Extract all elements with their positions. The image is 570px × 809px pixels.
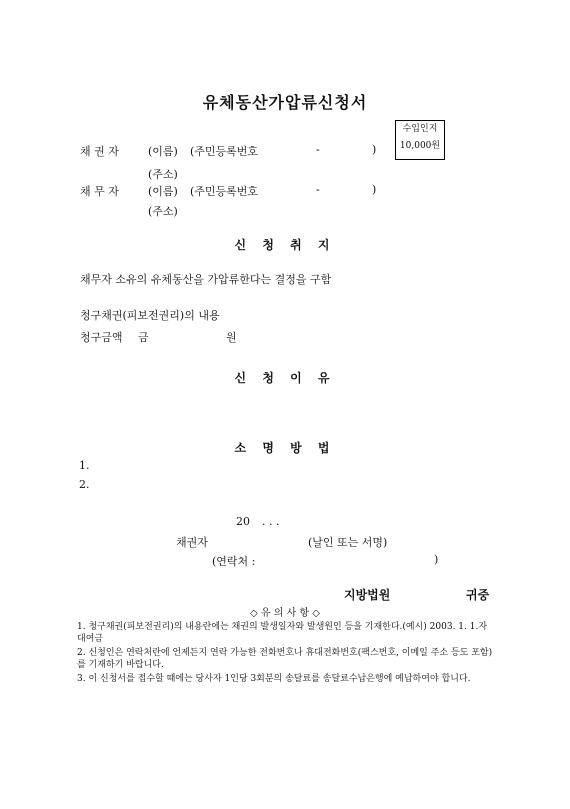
debtor-id-dash: - [316,183,320,196]
contact-close: ) [434,553,439,566]
creditor-address-field[interactable]: (주소) [148,168,178,181]
reason-heading: 신 청 이 유 [234,371,336,385]
creditor-id-field[interactable]: (주민등록번호 [190,145,259,158]
proof-heading: 소 명 방 법 [234,441,336,455]
creditor-id-dash: - [316,143,320,156]
signature-seal: (날인 또는 서명) [308,536,388,549]
purpose-text: 채무자 소유의 유체동산을 가압류한다는 결정을 구함 [80,273,332,286]
claim-content-label: 청구채권(피보전권리)의 내용 [80,309,220,322]
revenue-stamp-box [395,120,445,160]
document-title: 유체동산가압류신청서 [202,93,368,112]
proof-item-2: 2. [79,478,90,491]
court-name: 지방법원 [344,588,391,602]
creditor-id-close: ) [372,143,377,156]
stamp-amount: 10,000원 [399,141,441,151]
note-item-3: 3. 이 신청서를 접수할 때에는 당사자 1인당 3회분의 송달료를 송달료수납은행에 예납하여야 합니다. [77,674,471,684]
notes-heading: ◇ 유 의 사 항 ◇ [250,608,320,619]
proof-item-1: 1. [79,459,90,472]
debtor-label: 채 무 자 [80,185,119,198]
claim-amount-label: 청구금액 [80,331,123,344]
debtor-name-field[interactable]: (이름) [148,185,178,198]
debtor-id-field[interactable]: (주민등록번호 [190,185,259,198]
date-dots: . . . [262,515,280,528]
debtor-address-field[interactable]: (주소) [148,205,178,218]
creditor-name-field[interactable]: (이름) [148,145,178,158]
debtor-id-close: ) [372,183,377,196]
creditor-label: 채 권 자 [80,145,119,158]
contact-label: (연락처 : [212,555,256,568]
date-year: 20 [236,515,250,528]
note-item-1: 1. 청구채권(피보전권리)의 내용란에는 채권의 발생일자와 발생원인 등을 기재한다.(예시) 2003. 1. 1.자 대여금 [77,622,488,644]
court-suffix: 귀중 [466,588,490,602]
purpose-heading: 신 청 취 지 [234,238,336,252]
claim-amount-prefix: 금 [138,331,149,344]
stamp-label: 수입인지 [402,124,438,134]
note-item-2: 2. 신청인은 연락처란에 언제든지 연락 가능한 전화번호나 휴대전화번호(팩스번호, 이메일 주소 등도 포함)를 기재하기 바랍니다. [77,648,493,670]
claim-amount-unit: 원 [226,331,237,344]
signature-creditor-label: 채권자 [176,536,208,549]
